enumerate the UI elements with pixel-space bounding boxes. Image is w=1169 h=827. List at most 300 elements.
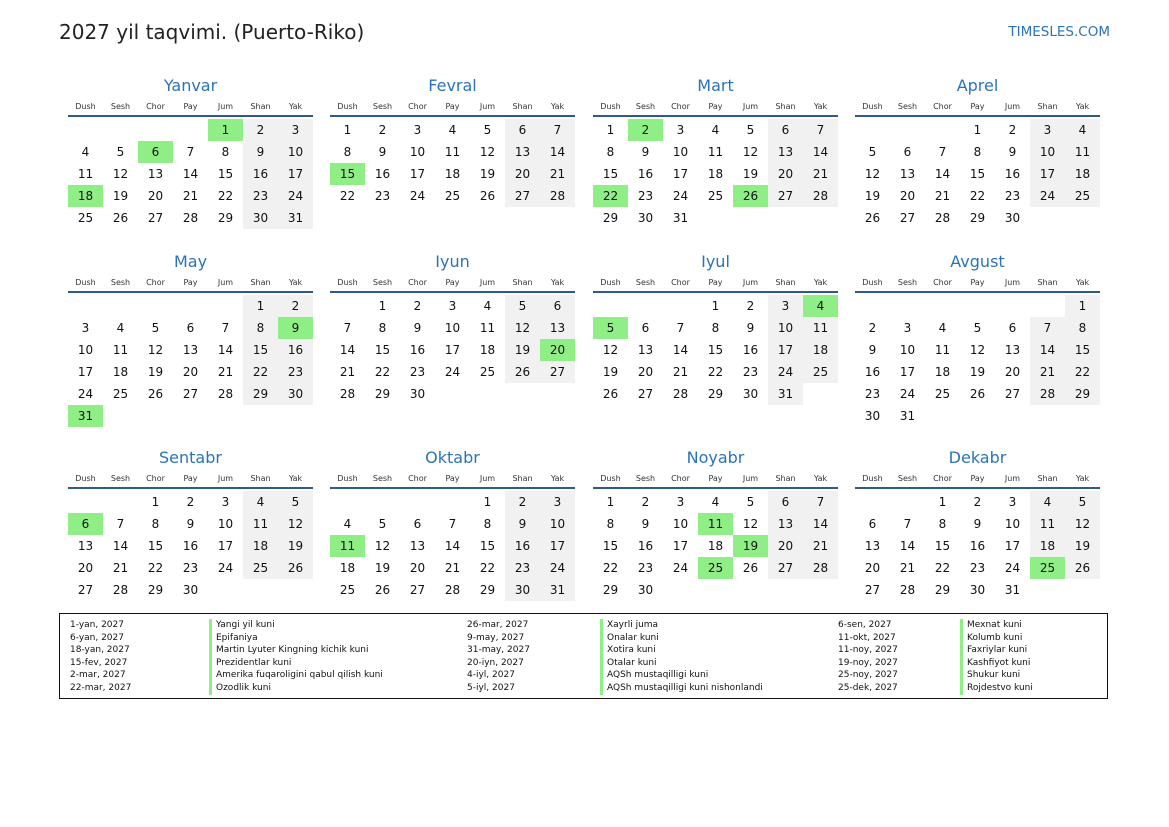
empty-day <box>330 491 365 513</box>
day-cell: 27 <box>899 211 916 225</box>
day-cell: 27 <box>864 583 881 597</box>
day-cell: 18 <box>1030 535 1065 557</box>
day-cell: 24 <box>672 561 689 575</box>
day-cell: 25 <box>934 387 951 401</box>
day-grid <box>593 491 838 601</box>
day-cell: 7 <box>803 119 838 141</box>
holiday-date: 11-okt, 2027 <box>838 632 896 643</box>
weekday-label: Dush <box>600 474 621 483</box>
holiday-name: Martin Lyuter Kingning kichik kuni <box>209 644 383 657</box>
holiday-name: Epifaniya <box>209 632 383 645</box>
day-cell: 3 <box>676 495 685 509</box>
day-cell: 25 <box>339 583 356 597</box>
weekday-label: Shan <box>250 102 271 111</box>
day-cell: 5 <box>868 145 877 159</box>
day-cell: 7 <box>1030 317 1065 339</box>
day-cell: 26 <box>147 387 164 401</box>
weekday-label: Sesh <box>897 474 918 483</box>
day-cell: 20 <box>864 561 881 575</box>
day-cell: 17 <box>278 163 313 185</box>
day-cell: 27 <box>540 361 575 383</box>
weekday-label: Dush <box>862 278 883 287</box>
empty-day <box>925 119 960 141</box>
day-cell: 28 <box>112 583 129 597</box>
day-cell: 9 <box>641 145 650 159</box>
day-cell: 25 <box>803 361 838 383</box>
weekday-label: Chor <box>671 102 690 111</box>
day-cell: 13 <box>540 317 575 339</box>
day-cell: 5 <box>483 123 492 137</box>
day-cell: 19 <box>374 561 391 575</box>
month-name: May <box>173 252 208 271</box>
month-may <box>68 250 313 427</box>
day-cell: 20 <box>505 163 540 185</box>
weekday-label: Shan <box>775 102 796 111</box>
day-cell: 3 <box>413 123 422 137</box>
day-cell: 16 <box>637 167 654 181</box>
weekday-label: Dush <box>600 102 621 111</box>
day-cell: 4 <box>343 517 352 531</box>
day-cell: 27 <box>1004 387 1021 401</box>
day-cell: 31 <box>672 211 689 225</box>
holiday-day: 6 <box>68 513 103 535</box>
day-cell: 14 <box>1030 339 1065 361</box>
day-cell: 13 <box>864 539 881 553</box>
day-grid <box>855 491 1100 601</box>
empty-day <box>890 295 925 317</box>
day-cell: 5 <box>1065 491 1100 513</box>
empty-day <box>103 491 138 513</box>
month-noyabr <box>593 446 838 601</box>
day-cell: 14 <box>672 343 689 357</box>
day-cell: 20 <box>899 189 916 203</box>
day-cell: 21 <box>1030 361 1065 383</box>
weekday-label: Jum <box>479 278 496 287</box>
weekday-label: Yak <box>288 278 303 287</box>
day-cell: 3 <box>1008 495 1017 509</box>
day-cell: 28 <box>934 211 951 225</box>
day-cell: 14 <box>112 539 129 553</box>
holiday-day: 6 <box>138 141 173 163</box>
empty-day <box>208 295 243 317</box>
holiday-name: Faxriylar kuni <box>960 644 1033 657</box>
day-cell: 20 <box>182 365 199 379</box>
weekday-label: Jum <box>1004 278 1021 287</box>
day-cell: 7 <box>343 321 352 335</box>
weekday-label: Sesh <box>372 474 393 483</box>
day-grid <box>68 295 313 427</box>
month-name: Aprel <box>956 76 999 95</box>
month-avgust <box>855 250 1100 427</box>
day-cell: 25 <box>77 211 94 225</box>
day-cell: 12 <box>864 167 881 181</box>
holiday-day: 9 <box>278 317 313 339</box>
holiday-day: 19 <box>733 535 768 557</box>
day-cell: 17 <box>1004 539 1021 553</box>
day-cell: 25 <box>112 387 129 401</box>
weekday-label: Yak <box>550 474 565 483</box>
holiday-name: Amerika fuqaroligini qabul qilish kuni <box>209 669 383 682</box>
weekday-label: Pay <box>183 278 198 287</box>
day-cell: 17 <box>77 365 94 379</box>
day-cell: 30 <box>182 583 199 597</box>
day-cell: 20 <box>77 561 94 575</box>
day-cell: 6 <box>768 119 803 141</box>
day-cell: 21 <box>934 189 951 203</box>
month-name: Fevral <box>428 76 477 95</box>
day-cell: 26 <box>374 583 391 597</box>
day-cell: 1 <box>151 495 160 509</box>
holiday-date: 1-yan, 2027 <box>70 620 124 630</box>
weekday-label: Chor <box>933 474 952 483</box>
day-cell: 30 <box>505 579 540 601</box>
holiday-day: 31 <box>68 405 103 427</box>
day-cell: 15 <box>602 167 619 181</box>
day-cell: 26 <box>864 211 881 225</box>
day-cell: 2 <box>413 299 422 313</box>
header-rule <box>68 115 313 117</box>
day-cell: 23 <box>243 185 278 207</box>
day-cell: 10 <box>540 513 575 535</box>
weekday-label: Sesh <box>110 278 131 287</box>
empty-day <box>890 119 925 141</box>
holiday-day: 1 <box>208 119 243 141</box>
day-cell: 21 <box>217 365 234 379</box>
day-cell: 28 <box>444 583 461 597</box>
day-cell: 31 <box>899 409 916 423</box>
weekday-label: Chor <box>408 474 427 483</box>
day-cell: 7 <box>221 321 230 335</box>
weekday-label: Jum <box>742 474 759 483</box>
day-cell: 5 <box>973 321 982 335</box>
weekday-header <box>68 276 313 290</box>
day-cell: 7 <box>448 517 457 531</box>
weekday-header <box>855 472 1100 486</box>
day-cell: 31 <box>768 383 803 405</box>
day-cell: 9 <box>378 145 387 159</box>
weekday-label: Yak <box>288 474 303 483</box>
day-cell: 2 <box>973 495 982 509</box>
day-cell: 10 <box>899 343 916 357</box>
day-cell: 28 <box>899 583 916 597</box>
day-cell: 15 <box>217 167 234 181</box>
weekday-label: Chor <box>408 102 427 111</box>
day-cell: 16 <box>182 539 199 553</box>
day-cell: 2 <box>186 495 195 509</box>
day-cell: 25 <box>479 365 496 379</box>
day-cell: 11 <box>444 145 461 159</box>
day-cell: 1 <box>973 123 982 137</box>
holiday-name: Onalar kuni <box>600 632 763 645</box>
empty-day <box>890 491 925 513</box>
holiday-day: 22 <box>593 185 628 207</box>
day-cell: 6 <box>903 145 912 159</box>
day-cell: 26 <box>969 387 986 401</box>
day-cell: 2 <box>243 119 278 141</box>
day-cell: 18 <box>1065 163 1100 185</box>
weekday-label: Pay <box>183 474 198 483</box>
weekday-label: Sesh <box>897 278 918 287</box>
holiday-name: Yangi yil kuni <box>209 619 383 632</box>
day-cell: 2 <box>278 295 313 317</box>
weekday-label: Chor <box>146 278 165 287</box>
day-cell: 21 <box>803 535 838 557</box>
day-cell: 18 <box>444 167 461 181</box>
day-cell: 8 <box>343 145 352 159</box>
day-cell: 13 <box>1004 343 1021 357</box>
day-cell: 10 <box>672 517 689 531</box>
day-cell: 30 <box>969 583 986 597</box>
day-cell: 18 <box>803 339 838 361</box>
month-mart <box>593 74 838 229</box>
day-cell: 20 <box>637 365 654 379</box>
holiday-dates-col-2 <box>467 619 530 695</box>
day-cell: 5 <box>746 495 755 509</box>
day-cell: 30 <box>243 207 278 229</box>
holiday-date: 26-mar, 2027 <box>467 620 529 630</box>
weekday-label: Dush <box>600 278 621 287</box>
day-cell: 9 <box>505 513 540 535</box>
day-cell: 16 <box>409 343 426 357</box>
day-cell: 23 <box>742 365 759 379</box>
weekday-label: Yak <box>1075 102 1090 111</box>
day-cell: 12 <box>374 539 391 553</box>
day-grid <box>330 491 575 601</box>
day-cell: 8 <box>1065 317 1100 339</box>
weekday-header <box>593 472 838 486</box>
weekday-label: Jum <box>217 474 234 483</box>
day-cell: 24 <box>217 561 234 575</box>
weekday-header <box>330 276 575 290</box>
weekday-label: Pay <box>708 474 723 483</box>
day-cell: 28 <box>182 211 199 225</box>
holiday-date: 6-yan, 2027 <box>70 632 124 643</box>
weekday-label: Sesh <box>372 102 393 111</box>
day-cell: 4 <box>711 495 720 509</box>
day-cell: 22 <box>1065 361 1100 383</box>
weekday-label: Yak <box>813 102 828 111</box>
day-cell: 5 <box>151 321 160 335</box>
day-cell: 9 <box>413 321 422 335</box>
day-cell: 3 <box>1030 119 1065 141</box>
day-cell: 16 <box>1004 167 1021 181</box>
day-cell: 5 <box>278 491 313 513</box>
day-cell: 14 <box>934 167 951 181</box>
day-cell: 6 <box>641 321 650 335</box>
holiday-day: 25 <box>1030 557 1065 579</box>
day-cell: 17 <box>672 539 689 553</box>
day-cell: 11 <box>479 321 496 335</box>
day-cell: 19 <box>742 167 759 181</box>
day-cell: 7 <box>803 491 838 513</box>
month-dekabr <box>855 446 1100 601</box>
day-cell: 15 <box>934 539 951 553</box>
day-cell: 16 <box>864 365 881 379</box>
empty-day <box>68 295 103 317</box>
day-cell: 24 <box>1030 185 1065 207</box>
empty-day <box>855 295 890 317</box>
weekday-header <box>593 100 838 114</box>
day-cell: 19 <box>112 189 129 203</box>
weekday-label: Yak <box>288 102 303 111</box>
site-link[interactable]: TIMESLES.COM <box>1008 24 1110 40</box>
day-cell: 1 <box>938 495 947 509</box>
weekday-label: Shan <box>250 474 271 483</box>
day-cell: 4 <box>711 123 720 137</box>
day-cell: 13 <box>77 539 94 553</box>
day-cell: 28 <box>540 185 575 207</box>
holiday-day: 4 <box>803 295 838 317</box>
day-cell: 16 <box>278 339 313 361</box>
holiday-list <box>59 613 1108 699</box>
day-cell: 9 <box>641 517 650 531</box>
day-cell: 22 <box>147 561 164 575</box>
day-cell: 26 <box>505 361 540 383</box>
day-cell: 26 <box>742 561 759 575</box>
holiday-name: Kashfiyot kuni <box>960 657 1033 670</box>
holiday-name: Kolumb kuni <box>960 632 1033 645</box>
day-cell: 19 <box>479 167 496 181</box>
day-cell: 23 <box>637 561 654 575</box>
weekday-label: Jum <box>742 278 759 287</box>
day-cell: 6 <box>186 321 195 335</box>
day-cell: 27 <box>77 583 94 597</box>
weekday-label: Yak <box>1075 278 1090 287</box>
day-cell: 16 <box>637 539 654 553</box>
weekday-label: Pay <box>970 102 985 111</box>
header-rule <box>593 115 838 117</box>
day-cell: 15 <box>1065 339 1100 361</box>
day-cell: 4 <box>938 321 947 335</box>
holiday-day: 20 <box>540 339 575 361</box>
day-cell: 8 <box>606 145 615 159</box>
day-cell: 10 <box>1030 141 1065 163</box>
day-cell: 1 <box>606 495 615 509</box>
day-cell: 10 <box>77 343 94 357</box>
weekday-label: Sesh <box>110 474 131 483</box>
day-cell: 30 <box>1004 211 1021 225</box>
holiday-date: 4-iyl, 2027 <box>467 670 515 681</box>
weekday-label: Pay <box>445 474 460 483</box>
day-cell: 13 <box>768 513 803 535</box>
holiday-date: 5-iyl, 2027 <box>467 682 515 693</box>
month-oktabr <box>330 446 575 601</box>
day-cell: 21 <box>899 561 916 575</box>
day-cell: 28 <box>1030 383 1065 405</box>
day-cell: 16 <box>505 535 540 557</box>
day-cell: 26 <box>602 387 619 401</box>
day-cell: 14 <box>899 539 916 553</box>
weekday-label: Dush <box>75 102 96 111</box>
holiday-day: 26 <box>733 185 768 207</box>
day-grid <box>593 119 838 229</box>
day-cell: 9 <box>1008 145 1017 159</box>
day-cell: 2 <box>746 299 755 313</box>
empty-day <box>103 119 138 141</box>
day-cell: 22 <box>479 561 496 575</box>
day-cell: 22 <box>374 365 391 379</box>
holiday-name: Rojdestvo kuni <box>960 682 1033 695</box>
weekday-label: Jum <box>479 474 496 483</box>
weekday-label: Sesh <box>635 102 656 111</box>
day-cell: 22 <box>602 561 619 575</box>
day-grid <box>855 295 1100 427</box>
day-cell: 22 <box>217 189 234 203</box>
month-sentabr <box>68 446 313 601</box>
empty-day <box>138 119 173 141</box>
day-cell: 1 <box>606 123 615 137</box>
day-cell: 6 <box>540 295 575 317</box>
day-cell: 24 <box>77 387 94 401</box>
day-cell: 10 <box>1004 517 1021 531</box>
holiday-day: 5 <box>593 317 628 339</box>
day-cell: 19 <box>147 365 164 379</box>
day-cell: 27 <box>182 387 199 401</box>
day-cell: 20 <box>768 535 803 557</box>
day-cell: 29 <box>374 387 391 401</box>
holiday-name: AQSh mustaqilligi kuni nishonlandi <box>600 682 763 695</box>
day-cell: 8 <box>973 145 982 159</box>
day-cell: 29 <box>1065 383 1100 405</box>
day-grid <box>68 119 313 229</box>
day-cell: 6 <box>413 517 422 531</box>
day-cell: 5 <box>746 123 755 137</box>
day-cell: 6 <box>1008 321 1017 335</box>
weekday-label: Shan <box>250 278 271 287</box>
weekday-label: Chor <box>671 474 690 483</box>
day-cell: 27 <box>147 211 164 225</box>
day-cell: 30 <box>864 409 881 423</box>
day-cell: 22 <box>969 189 986 203</box>
day-cell: 23 <box>278 361 313 383</box>
holiday-date: 22-mar, 2027 <box>70 682 132 693</box>
empty-day <box>103 295 138 317</box>
empty-day <box>173 119 208 141</box>
day-cell: 18 <box>112 365 129 379</box>
day-cell: 14 <box>217 343 234 357</box>
month-fevral <box>330 74 575 207</box>
day-cell: 27 <box>637 387 654 401</box>
day-cell: 23 <box>374 189 391 203</box>
day-cell: 17 <box>768 339 803 361</box>
day-grid <box>330 295 575 405</box>
day-cell: 18 <box>243 535 278 557</box>
day-cell: 28 <box>672 387 689 401</box>
day-cell: 22 <box>934 561 951 575</box>
weekday-label: Chor <box>146 474 165 483</box>
empty-day <box>663 295 698 317</box>
day-cell: 18 <box>707 539 724 553</box>
day-cell: 8 <box>151 517 160 531</box>
header-rule <box>593 291 838 293</box>
holiday-day: 18 <box>68 185 103 207</box>
day-cell: 12 <box>742 145 759 159</box>
empty-day <box>68 119 103 141</box>
empty-day <box>68 491 103 513</box>
day-cell: 12 <box>278 513 313 535</box>
header-rule <box>593 487 838 489</box>
day-cell: 27 <box>505 185 540 207</box>
day-cell: 19 <box>278 535 313 557</box>
day-cell: 9 <box>746 321 755 335</box>
day-cell: 5 <box>378 517 387 531</box>
day-cell: 14 <box>803 513 838 535</box>
day-cell: 2 <box>868 321 877 335</box>
holiday-date: 15-fev, 2027 <box>70 657 128 668</box>
day-cell: 1 <box>711 299 720 313</box>
holiday-day: 2 <box>628 119 663 141</box>
day-cell: 12 <box>505 317 540 339</box>
